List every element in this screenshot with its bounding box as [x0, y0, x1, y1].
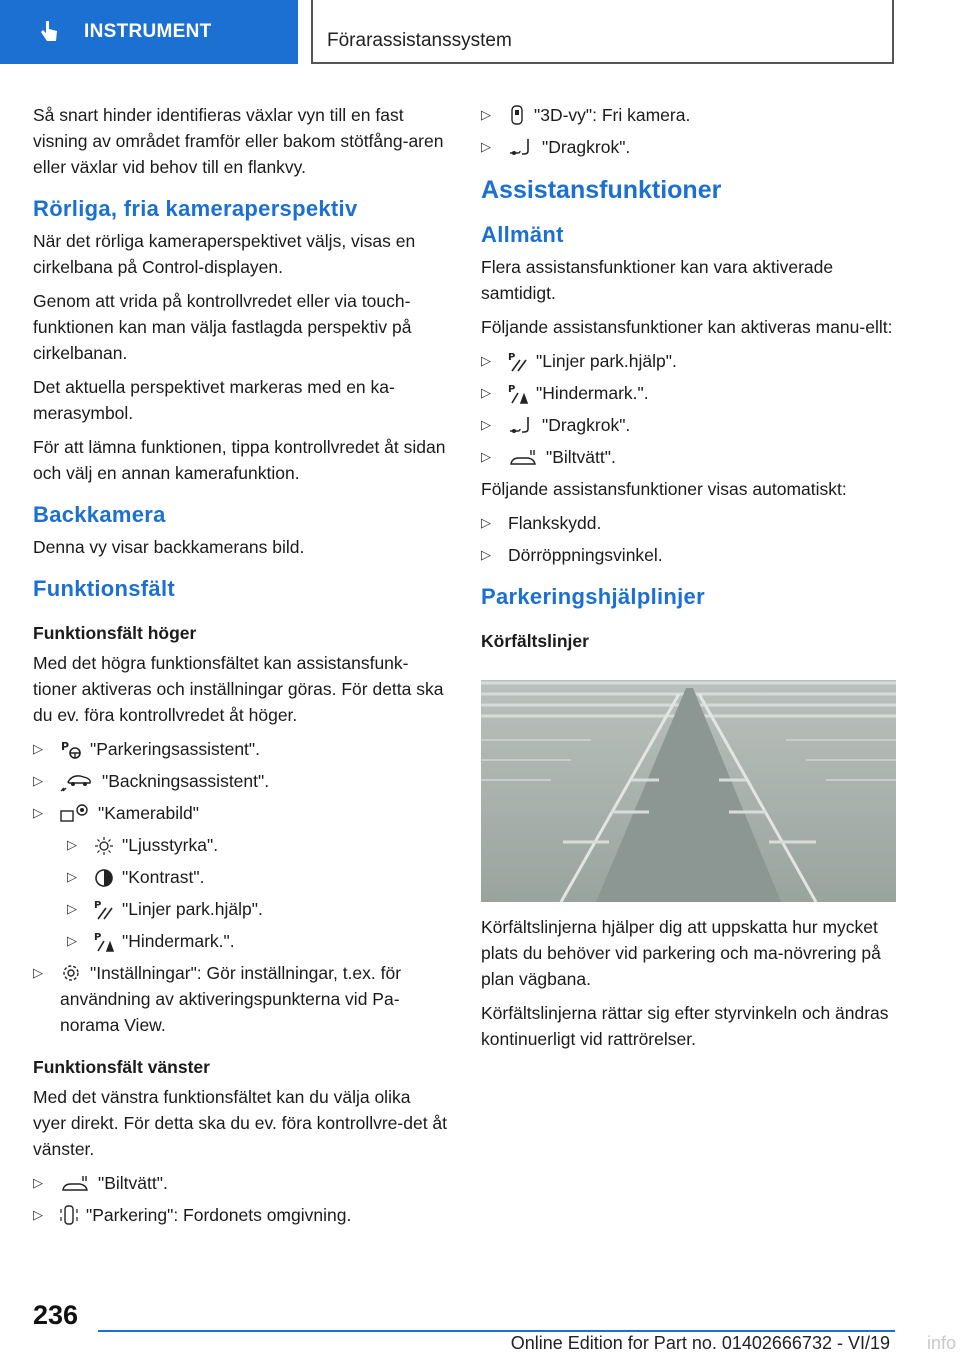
svg-text:P: ▷ P	[94, 900, 102, 911]
chapter-tab	[0, 0, 298, 64]
camera-settings-icon	[60, 802, 90, 824]
paragraph: Körfältslinjerna hjälper dig att uppskatta hur mycket plats du behöver vid parkering och ma-növrering på plan vägbana.	[481, 917, 881, 989]
settings-list	[33, 960, 448, 1038]
heading-backup-camera: Backkamera	[33, 502, 166, 527]
list-item: ▷ P "Parkeringsassistent".	[33, 736, 448, 762]
parking-view-icon	[60, 1204, 78, 1226]
manual-functions-list	[481, 348, 896, 470]
tow-hitch-icon	[508, 136, 534, 158]
paragraph: Följande assistansfunktioner kan aktiveras manu-ellt:	[481, 317, 893, 337]
list-item: ▷ "3D-vy": Fri kamera.	[481, 102, 896, 128]
heading-movable-camera: Rörliga, fria kameraperspektiv	[33, 196, 358, 221]
parking-assistant-icon	[60, 738, 82, 760]
tow-hitch-icon	[508, 414, 534, 436]
auto-functions-list	[481, 510, 896, 568]
edition-text: Online Edition for Part no. 01402666732 - VI/19	[510, 1333, 890, 1353]
reverse-assistant-icon	[60, 772, 94, 792]
paragraph: Denna vy visar backkamerans bild.	[33, 537, 305, 557]
footer-divider	[98, 1330, 895, 1332]
list-item: ▷ P "Linjer park.hjälp".	[481, 348, 896, 374]
list-item: ▷ Dörröppningsvinkel.	[481, 542, 896, 568]
paragraph: Följande assistansfunktioner visas automatiskt:	[481, 479, 847, 499]
list-item: ▷ "Biltvätt".	[481, 444, 896, 470]
heading-lane-lines: Körfältslinjer	[481, 631, 589, 651]
list-item: ▷ "Parkering": Fordonets omgivning.	[33, 1202, 448, 1228]
left-column	[33, 102, 448, 1234]
list-item: ▷ P "Hindermark.".	[67, 928, 448, 954]
list-item: ▷ P "Linjer park.hjälp".	[67, 896, 448, 922]
paragraph: Genom att vrida på kontrollvredet eller via touch-funktionen kan man välja fastlagda perspektiv på cirkelbanan.	[33, 291, 412, 363]
car-wash-icon	[508, 448, 538, 468]
svg-text:P: ▷ P	[508, 352, 516, 363]
watermark-text: info	[926, 1333, 956, 1353]
paragraph: Med det högra funktionsfältet kan assistansfunk-tioner aktiveras och inställningar göras. För detta ska du ev. föra kontrollvredet åt höger.	[33, 653, 444, 725]
list-item: ▷ Flankskydd.	[481, 510, 896, 536]
heading-parking-lines: Parkeringshjälplinjer	[481, 584, 705, 609]
paragraph: Körfältslinjerna rättar sig efter styrvinkeln och ändras kontinuerligt vid rattrörelser.	[481, 1003, 889, 1049]
paragraph: Flera assistansfunktioner kan vara aktiverade samtidigt.	[481, 257, 834, 303]
list-item: ▷ "Kamerabild"	[33, 800, 448, 826]
section-header	[311, 0, 894, 64]
svg-text:P: ▷ P	[94, 932, 102, 943]
chapter-label: INSTRUMENT	[84, 21, 212, 42]
obstacle-marking-icon	[94, 930, 114, 952]
page-number: 236	[33, 1300, 79, 1330]
list-item: ▷ P "Hindermark.".	[481, 380, 896, 406]
list-item: ▷ "Kontrast".	[67, 864, 448, 890]
heading-right-field: Funktionsfält höger	[33, 623, 197, 643]
heading-left-field: Funktionsfält vänster	[33, 1057, 210, 1077]
left-field-list	[33, 1170, 448, 1228]
section-title: Förarassistanssystem	[327, 30, 512, 51]
contrast-icon	[94, 868, 114, 888]
intro-paragraph: Så snart hinder identifieras växlar vyn till en fast visning av området framför eller bakom stötfång-aren eller växlar vid behov till en flankvy.	[33, 105, 444, 177]
list-item: ▷ "Biltvätt".	[33, 1170, 448, 1196]
heading-function-field: Funktionsfält	[33, 576, 176, 601]
svg-text:P: ▷ P	[61, 740, 70, 753]
3d-view-icon	[508, 104, 526, 126]
paragraph: Det aktuella perspektivet markeras med en ka-merasymbol.	[33, 377, 395, 423]
paragraph: För att lämna funktionen, tippa kontrollvredet åt sidan och välj en annan kamerafunktion.	[33, 437, 446, 483]
list-item: ▷ "Ljusstyrka".	[67, 832, 448, 858]
paragraph: När det rörliga kameraperspektivet väljs, visas en cirkelbana på Control-displayen.	[33, 231, 416, 277]
camera-image-sublist	[33, 832, 448, 954]
brightness-icon	[94, 836, 114, 856]
right-field-list	[33, 736, 448, 826]
gear-icon	[60, 962, 82, 984]
paragraph: Med det vänstra funktionsfältet kan du välja olika vyer direkt. För detta ska du ev. föra kontrollvre-det åt vänster.	[33, 1087, 448, 1159]
obstacle-marking-icon	[508, 382, 528, 404]
list-item: ▷ "Dragkrok".	[481, 134, 896, 160]
hand-pointer-icon	[38, 19, 60, 45]
list-item: ▷ "Backningsassistent".	[33, 768, 448, 794]
heading-assist-functions: Assistansfunktioner	[481, 176, 722, 204]
right-column	[481, 102, 896, 1060]
lane-lines-illustration	[481, 680, 896, 902]
list-item: ▷ "Inställningar": Gör inställningar, t.ex. för användning av aktiveringspunkterna vid Pa-norama View.	[33, 960, 448, 1038]
parking-lines-icon	[94, 898, 114, 920]
list-item: ▷ "Dragkrok".	[481, 412, 896, 438]
svg-text:P: ▷ P	[508, 384, 516, 395]
heading-general: Allmänt	[481, 222, 564, 247]
parking-lines-icon	[508, 350, 528, 372]
car-wash-icon	[60, 1174, 90, 1194]
view-list	[481, 102, 896, 160]
